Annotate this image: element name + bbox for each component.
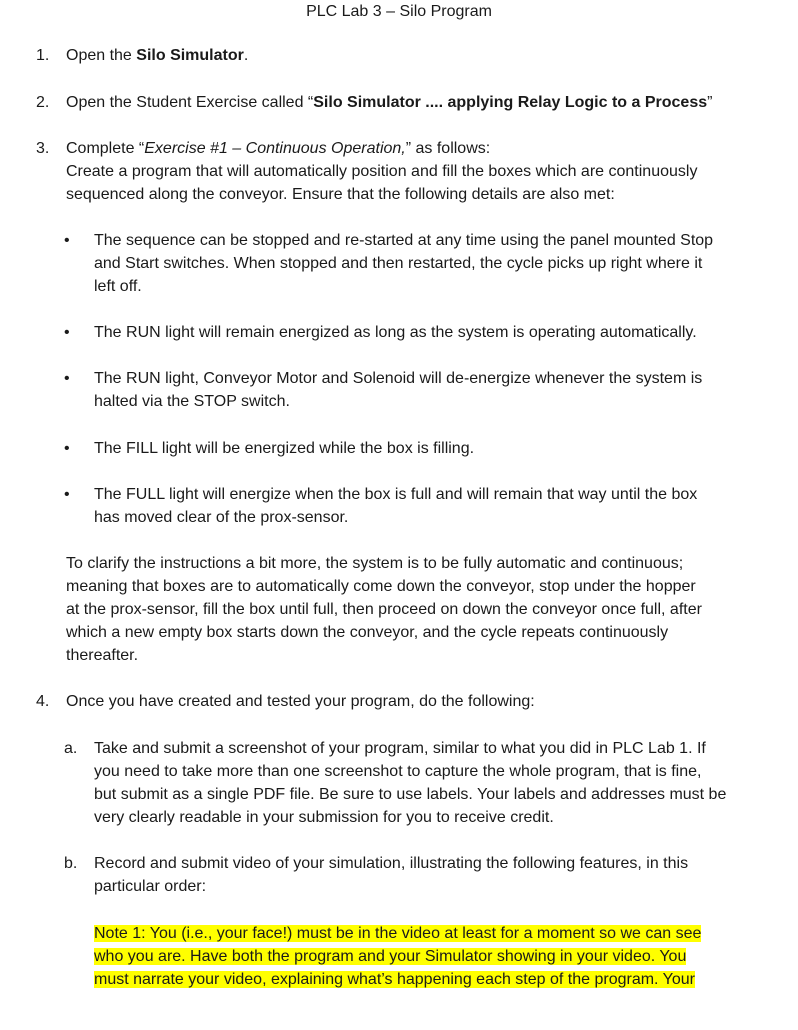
bullet-icon: • — [64, 486, 70, 503]
text-line: sequenced along the conveyor. Ensure that the following details are also met: — [66, 186, 615, 203]
bullet-icon: • — [64, 324, 70, 341]
substep-text: Take and submit a screenshot of your program, similar to what you did in PLC Lab 1. If you need to take more than one screenshot to capture the whole program, that is fine, but submit as a single PDF file. Be sure to use labels. Your labels and addresses must be very clearly readable in your submission for you to receive credit. — [94, 740, 727, 826]
step-number: 1. — [36, 47, 50, 64]
step-text: Complete “Exercise #1 – Continuous Operation,” as follows: Create a program that will automatically position and fill the boxes which are continuously sequenced along the conveyor. Ensure that the following details are also met: — [66, 137, 776, 206]
bullet-icon: • — [64, 232, 70, 249]
substep-text: Record and submit video of your simulation, illustrating the following features, in this particular order: — [94, 855, 689, 895]
step-number: 4. — [36, 693, 50, 710]
document-page: PLC Lab 3 – Silo Program 1. Open the Silo Simulator. 2. Open the Student Exercise called “Silo Simulator .... applying Relay Logic to a Process” 3. Complete “Exercise #1 – Continuous Operation,” as follows: Create a program that will automatically position and fill the boxes which are continuously sequenced along the conveyor. Ensure that the following details are also met: • The sequence can be stopped and re-started at any time using the panel mounted Stop and Start switches. When stopped and then restarted, the cycle picks up right where it left off. • The RUN light will remain energized as long as the system is operating automatically. • The RUN light, Conveyor Motor and Solenoid will de-energize whenever the system is halted via the STOP switch. • The FILL light will be energized while the box is filling. • The FULL light will energize when the box is full and will remain that way until the box has moved clear of the prox-sensor. To clarify the instructions a bit more, the system is to be fully automatic and continuous; meaning that boxes are to automatically come down the conveyor, stop under the hopper at the prox-sensor, fill the box until full, then proceed on down the conveyor once full, after which a new empty box starts down the conveyor, and the cycle repeats continuously thereafter. 4. Once you have created and tested your program, do the following: a. Take and submit a screenshot of your program, similar to what you did in PLC Lab 1. If you need to take more than one screenshot to capture the whole program, that is fine, but submit as a single PDF file. Be sure to use labels. Your labels and addresses must be very clearly readable in your submission for you to receive credit. b. Record and submit video of your simulation, illustrating the following features, in this particular order: Note 1: You (i.e., your face!) must be in the video at least for a moment so we can see who you are. Have both the program and your Simulator showing in your video. You must narrate your video, explaining what’s happening each step of the program. Your — [0, 0, 798, 1030]
bullet-text: The RUN light will remain energized as long as the system is operating automatically. — [94, 324, 697, 341]
highlighted-note: Note 1: You (i.e., your face!) must be in the video at least for a moment so we can see who you are. Have both the program and your Simulator showing in your video. You must narrate your video, explaining what’s happening each step of the program. Your — [94, 925, 702, 988]
step-text: Open the Student Exercise called “Silo Simulator .... applying Relay Logic to a Process” — [66, 94, 713, 111]
substep-letter: b. — [64, 855, 78, 872]
step-number: 3. — [36, 140, 50, 157]
step-number: 2. — [36, 94, 50, 111]
step-text: Open the Silo Simulator. — [66, 47, 249, 64]
bullet-text: The RUN light, Conveyor Motor and Solenoid will de-energize whenever the system is halted via the STOP switch. — [94, 370, 703, 410]
bullet-text: The sequence can be stopped and re-started at any time using the panel mounted Stop and Start switches. When stopped and then restarted, the cycle picks up right where it left off. — [94, 232, 714, 295]
bullet-icon: • — [64, 440, 70, 457]
page-title: PLC Lab 3 – Silo Program — [306, 3, 492, 20]
bullet-text: The FILL light will be energized while the box is filling. — [94, 440, 475, 457]
text-line: Create a program that will automatically position and fill the boxes which are continuously — [66, 163, 698, 180]
substep-letter: a. — [64, 740, 78, 757]
step-text: Once you have created and tested your program, do the following: — [66, 693, 535, 710]
bullet-icon: • — [64, 370, 70, 387]
bullet-text: The FULL light will energize when the box is full and will remain that way until the box has moved clear of the prox-sensor. — [94, 486, 698, 526]
